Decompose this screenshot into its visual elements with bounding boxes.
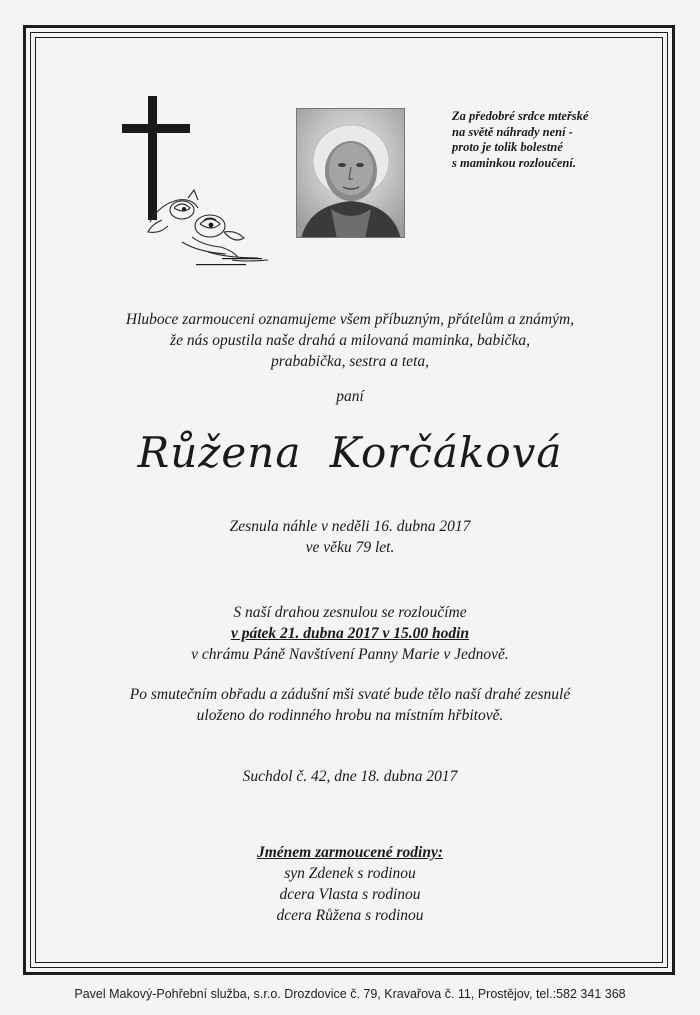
verse-line: Za předobré srdce mteřské bbox=[452, 109, 589, 123]
farewell-date-time: v pátek 21. dubna 2017 v 15.00 hodin bbox=[230, 625, 470, 642]
verse-line: s maminkou rozloučení. bbox=[452, 155, 576, 170]
title-prefix: paní bbox=[336, 388, 364, 405]
place-date: Suchdol č. 42, dne 18. dubna 2017 bbox=[242, 768, 458, 785]
farewell-line: S naší drahou zesnulou se rozloučíme bbox=[233, 604, 467, 621]
deceased-name: Růžena Korčáková bbox=[137, 428, 563, 477]
portrait-photo bbox=[296, 108, 405, 238]
family-heading: Jménem zarmoucené rodiny: bbox=[257, 844, 443, 861]
family-member: dcera Růžena s rodinou bbox=[276, 907, 424, 924]
farewell-place: v chrámu Páně Navštívení Panny Marie v Jednově. bbox=[191, 646, 509, 663]
cross-with-roses-icon bbox=[112, 92, 292, 272]
family-member: syn Zdenek s rodinou bbox=[284, 865, 416, 882]
family-section bbox=[40, 842, 660, 926]
announcement-intro bbox=[40, 309, 660, 372]
family-member: dcera Vlasta s rodinou bbox=[279, 886, 421, 903]
verse-line: na světě náhrady není - bbox=[452, 124, 573, 139]
burial-line: Po smutečním obřadu a zádušní mši svaté bude tělo naší drahé zesnulé bbox=[129, 686, 571, 703]
death-age-line: ve věku 79 let. bbox=[305, 539, 395, 556]
farewell-info bbox=[40, 602, 660, 665]
intro-line: že nás opustila naše drahá a milovaná maminka, babička, bbox=[170, 332, 530, 349]
intro-line: Hluboce zarmouceni oznamujeme všem příbuzným, přátelům a známým, bbox=[125, 311, 575, 328]
verse-line: proto je tolik bolestné bbox=[452, 140, 563, 154]
burial-info bbox=[40, 684, 660, 726]
verse-poem bbox=[452, 109, 632, 171]
burial-line: uloženo do rodinného hrobu na místním hřbitově. bbox=[196, 707, 504, 724]
intro-line: prababička, sestra a teta, bbox=[271, 353, 429, 370]
death-date-line: Zesnula náhle v neděli 16. dubna 2017 bbox=[229, 518, 471, 535]
funeral-service-footer: Pavel Makový-Pohřební služba, s.r.o. Drozdovice č. 79, Kravařova č. 11, Prostějov, tel.:582 341 368 bbox=[74, 987, 626, 1001]
death-info bbox=[40, 516, 660, 558]
